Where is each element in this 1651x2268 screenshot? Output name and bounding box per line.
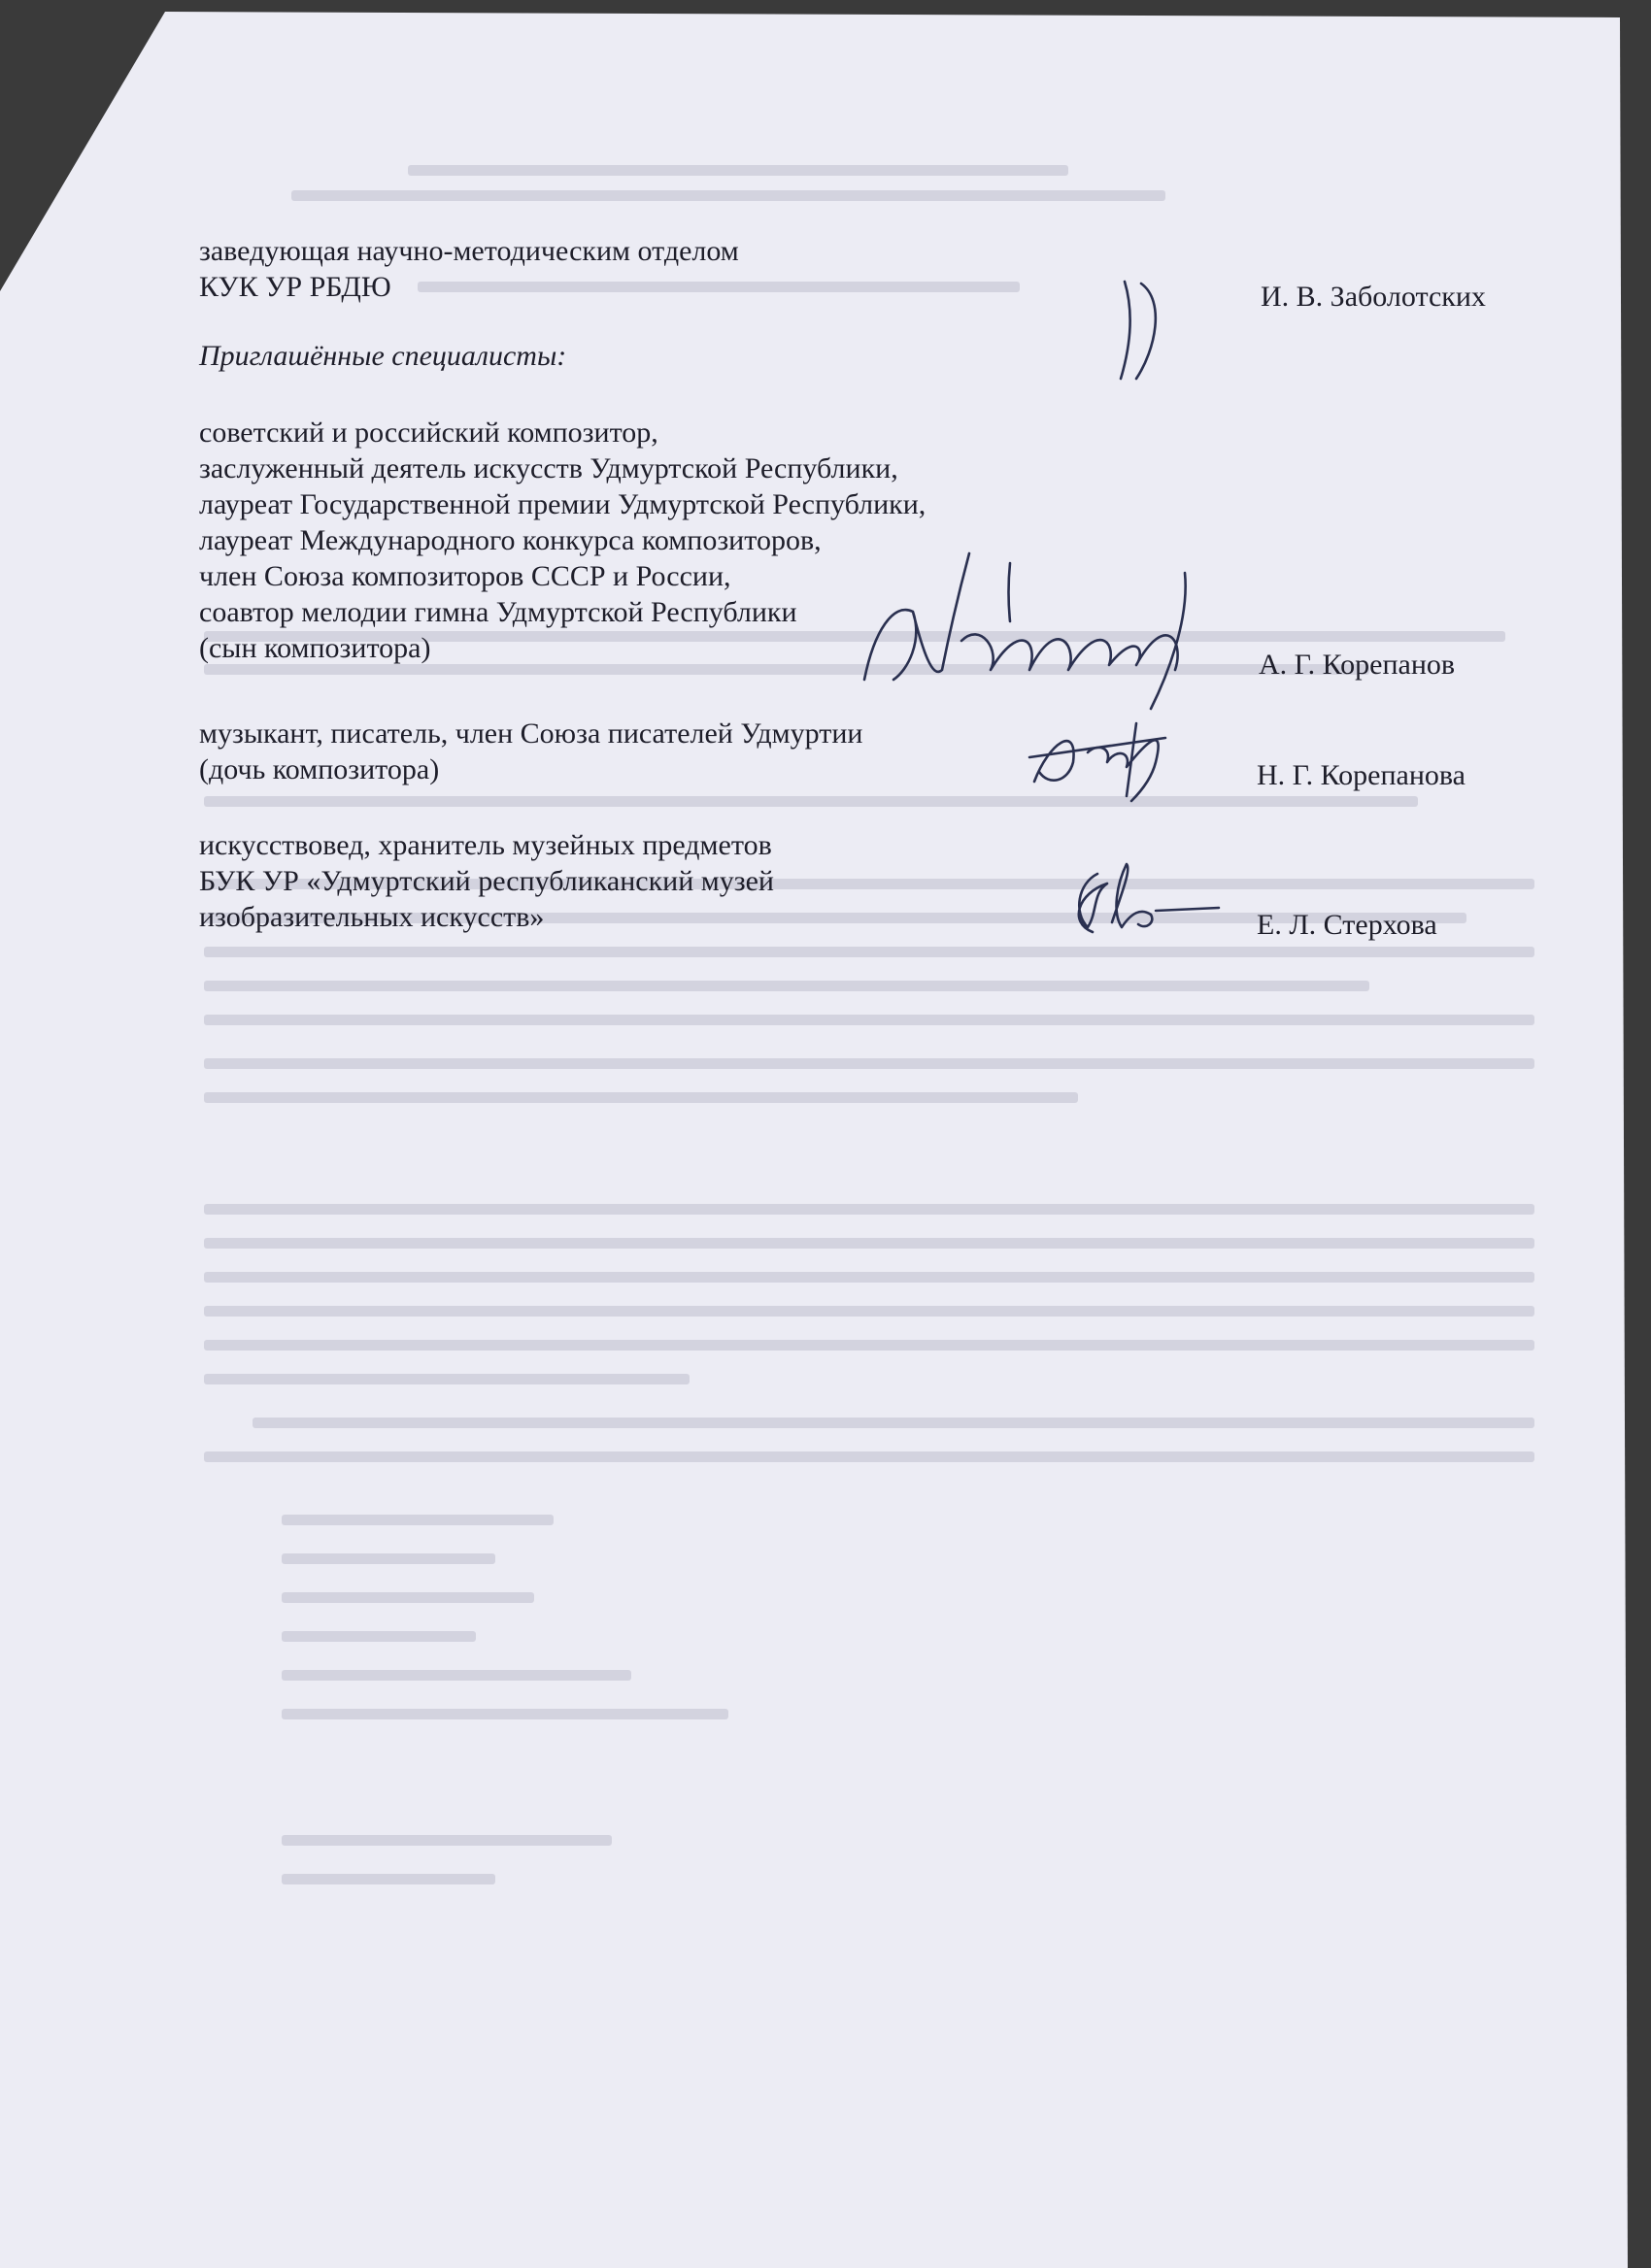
- specialist-credential-line: лауреат Государственной премии Удмуртской Республики,: [199, 488, 927, 520]
- section-title: Приглашённые специалисты:: [199, 340, 567, 372]
- specialist-credential-line: изобразительных искусств»: [199, 901, 545, 933]
- specialist-credential-line: лауреат Международного конкурса композиторов,: [199, 524, 822, 556]
- specialist-credential-line: заслуженный деятель искусств Удмуртской Республики,: [199, 452, 898, 484]
- signatory-name: И. В. Заболотских: [1261, 281, 1486, 313]
- specialist-credential-line: соавтор мелодии гимна Удмуртской Республики: [199, 596, 797, 628]
- specialist-credential-line: искусствовед, хранитель музейных предметов: [199, 829, 772, 861]
- specialist-credential-line: БУК УР «Удмуртский республиканский музей: [199, 865, 774, 897]
- specialist-credential-line: член Союза композиторов СССР и России,: [199, 560, 731, 592]
- signature: [1097, 272, 1195, 388]
- specialist-credential-line: (дочь композитора): [199, 753, 440, 785]
- specialist-credential-line: (сын композитора): [199, 632, 431, 664]
- signatory-name: Н. Г. Корепанова: [1257, 759, 1466, 791]
- signatory-name: А. Г. Корепанов: [1259, 649, 1456, 681]
- signatory-name: Е. Л. Стерхова: [1257, 909, 1437, 941]
- specialist-credential-line: советский и российский композитор,: [199, 417, 658, 449]
- signature: [855, 544, 1263, 718]
- position-line: КУК УР РБДЮ: [199, 271, 391, 303]
- position-line: заведующая научно-методическим отделом: [199, 235, 739, 267]
- signature: [1059, 854, 1224, 942]
- signature: [1020, 704, 1204, 811]
- specialist-credential-line: музыкант, писатель, член Союза писателей Удмуртии: [199, 717, 863, 750]
